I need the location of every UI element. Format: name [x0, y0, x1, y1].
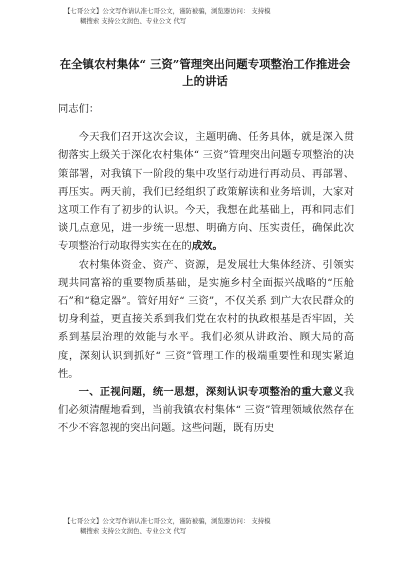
header-line-1: 【七哥公文】公文写作请认准七哥公文，谨防被骗，浏览器访问： 支持模 — [64, 7, 271, 15]
paragraph-3-text: 我们必须清醒地看到，当前我镇农村集体“ 三资”管理领域依然存在不少不容忽视的突出问题。这些问题，既有历史 — [58, 386, 354, 435]
document-body — [58, 100, 354, 438]
document-title — [50, 56, 360, 90]
paragraph-1 — [58, 128, 354, 255]
header-line-2: 糊搜索 支持公文润色、专业公文 代写 — [80, 17, 187, 25]
section-1-heading: 一、正视问题，统一思想，深刻认识专项整治的重大意义 — [78, 386, 344, 399]
footer-line-1: 【七哥公文】公文写作请认准七哥公文，谨防被骗，浏览器访问： 支持模 — [64, 517, 271, 525]
salutation: 同志们： — [58, 103, 100, 115]
paragraph-1-text: 今天我们召开这次会议，主题明确、任务具体，就是深入贯彻落实上级关于深化农村集体“ 三资”管理突出问题专项整治的决策部署，对我镇下一阶段的集中攻坚行动进行再动员、再部署、再压实。两天前，我们已经组织了政策解读和业务培训，大家对这项工作有了初步的认识。今天，我想在此基础上，再和同志们谈几点意见，进一步统一思想、明确方向、压实责任，确保此次专项整治行动取得实实在在的 — [58, 131, 354, 253]
page-header — [64, 6, 354, 26]
footer-line-2: 糊搜索 支持公文润色、专业公文 代写 — [80, 527, 187, 535]
paragraph-1-tail: 成效。 — [191, 240, 223, 253]
title-line-2: 上的讲话 — [182, 74, 228, 88]
paragraph-2: 农村集体资金、资产、资源，是发展壮大集体经济、引领实现共同富裕的重要物质基础，是实施乡村全面振兴战略的“压舱石”和“稳定器”。管好用好“ 三资”，不仅关系 到广大农民群众的切身利益，更直接关系到我们党在农村的执政根基是否牢固，关系到基层治理的效能与水平。我们必须从讲政治、顾大局的高度，深刻认识到抓好“ 三资”管理工作的极端重要性和现实紧迫性。 — [58, 258, 354, 380]
page-footer — [64, 516, 354, 536]
title-line-1: 在全镇农村集体“ 三资”管理突出问题专项整治工作推进会 — [59, 57, 351, 71]
paragraph-3 — [58, 383, 354, 438]
